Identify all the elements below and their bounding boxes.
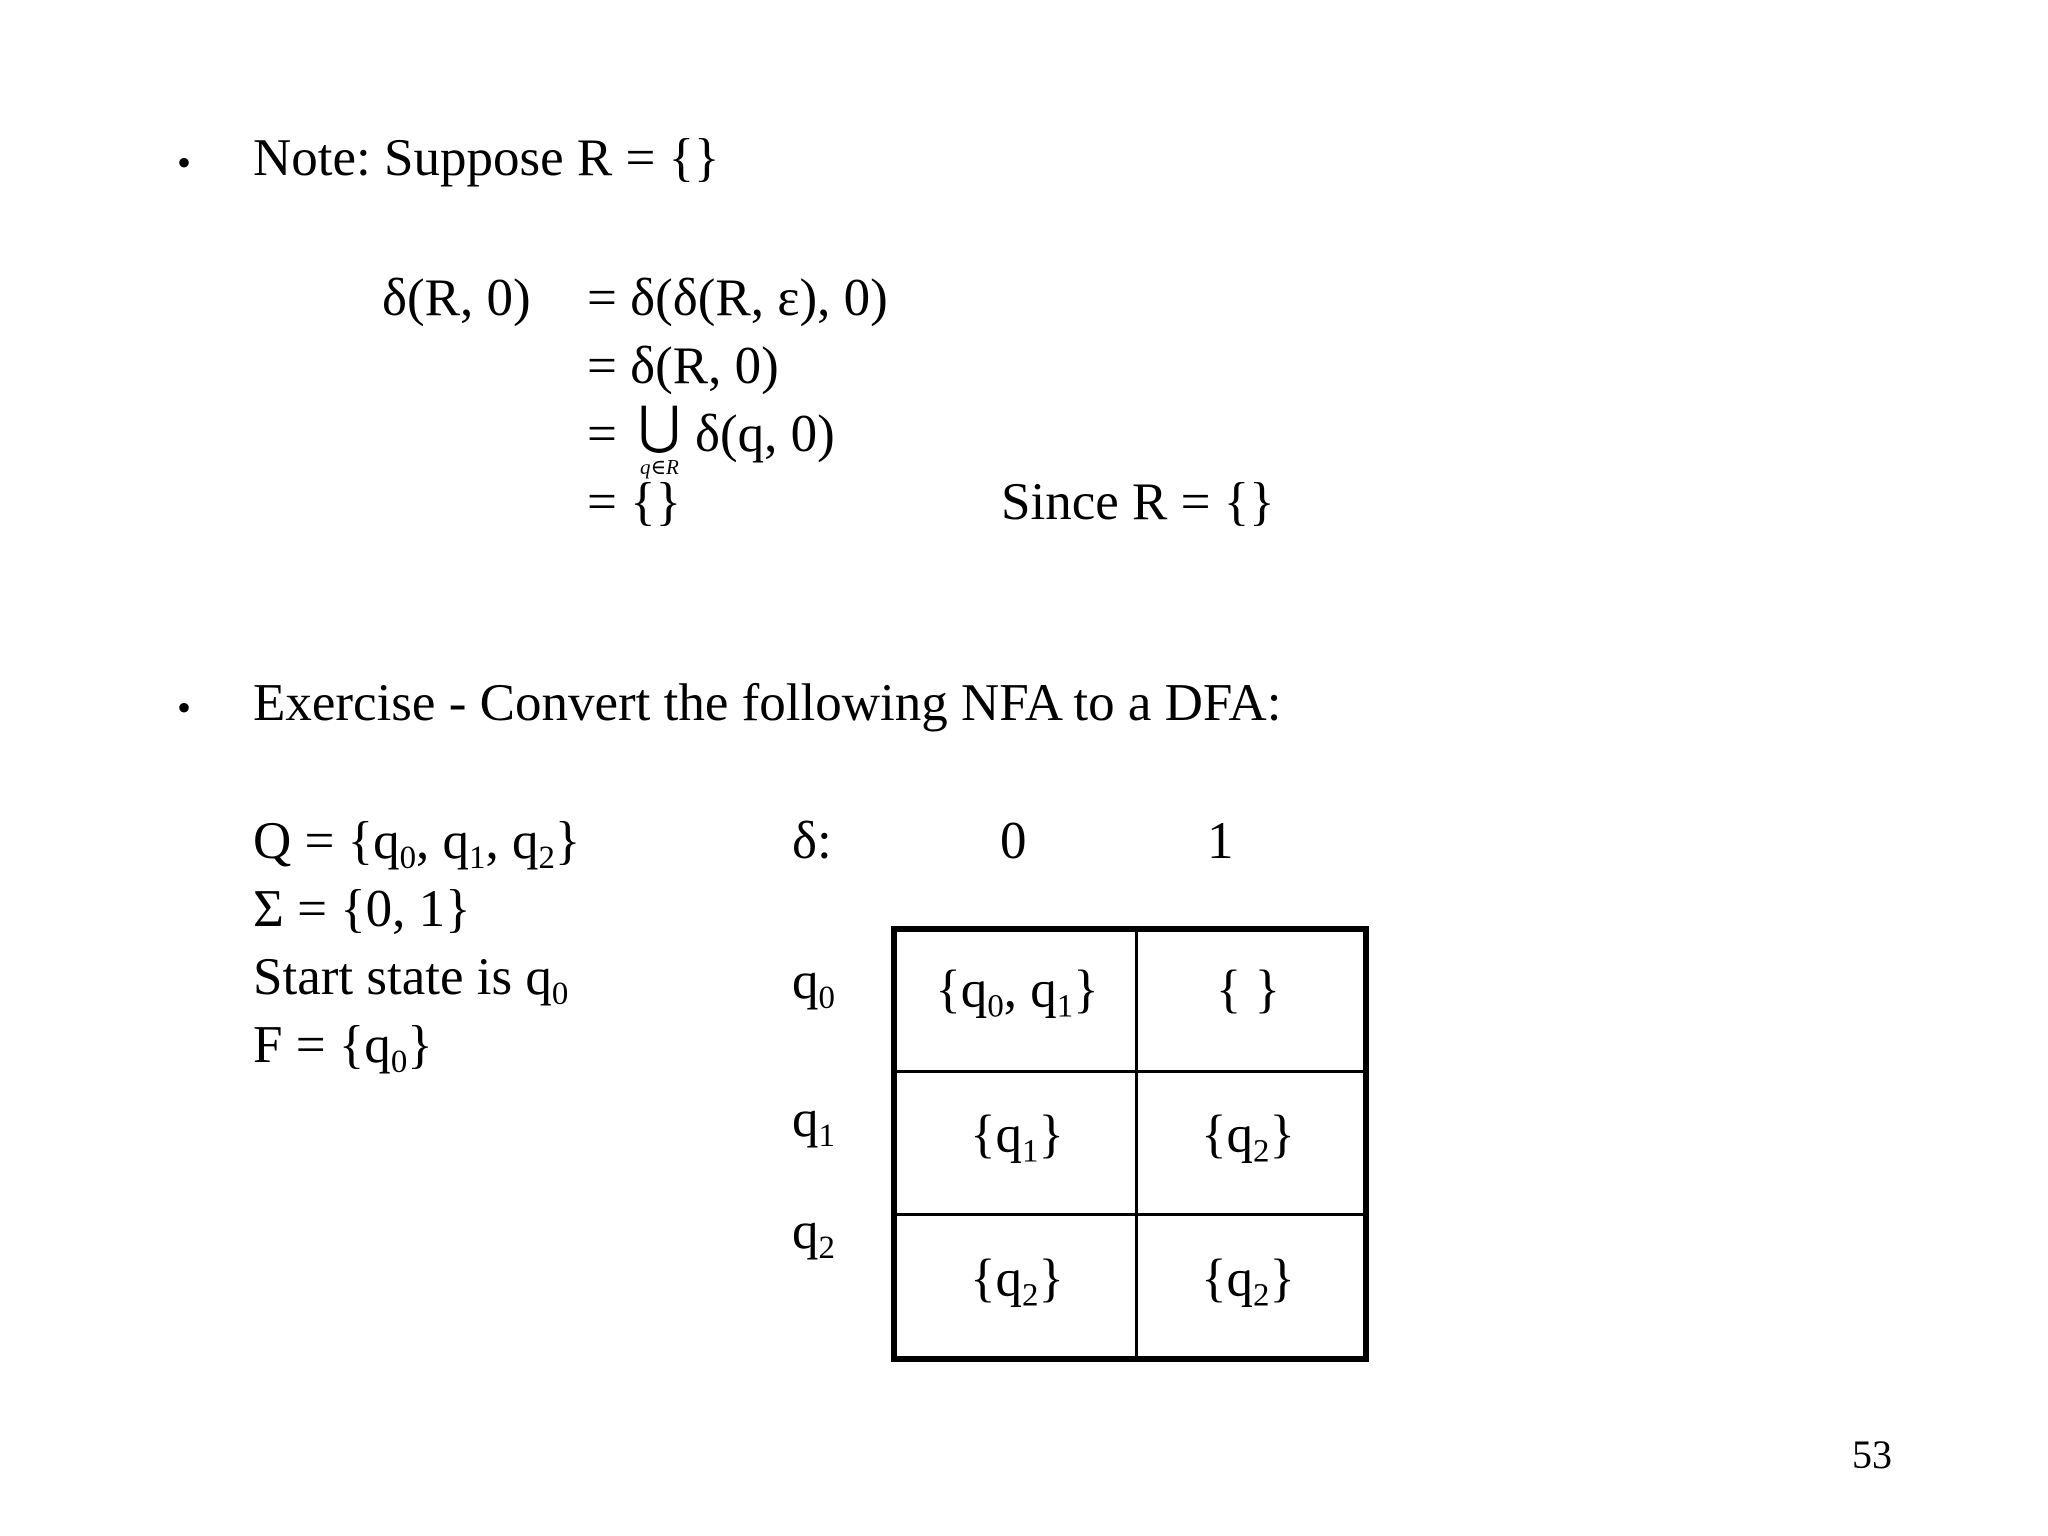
- derivation-line-3-equals: =: [587, 405, 617, 463]
- union-symbol: ⋃: [638, 396, 681, 456]
- final-states: $F = \{q_0\}$: [253, 1016, 433, 1080]
- union-subscript: q∈R: [640, 455, 679, 479]
- table-row-divider: [897, 1070, 1363, 1073]
- row-header-q0: $q_0$: [792, 952, 835, 1016]
- page-number: 53: [1852, 1432, 1892, 1477]
- column-header-0: 0: [1000, 812, 1027, 870]
- table-column-divider: [1135, 932, 1138, 1356]
- row-header-q2: $q_2$: [792, 1202, 835, 1266]
- states-set: $Q = \{q_0$, $q_1$, $q_2$}: [253, 812, 581, 876]
- derivation-line-1: = δ(δ(R, ε), 0): [587, 269, 888, 327]
- exercise-heading: Exercise - Convert the following NFA to a DFA:: [253, 674, 1282, 732]
- delta-label: δ:: [792, 812, 832, 870]
- derivation-line-3-expr: δ(q, 0): [695, 405, 835, 463]
- start-state: Start state is $q_0$: [253, 948, 569, 1012]
- bullet-exercise: •: [177, 685, 192, 730]
- derivation-lhs: δ(R, 0): [382, 269, 531, 327]
- column-header-1: 1: [1207, 812, 1234, 870]
- table-row-divider: [897, 1213, 1363, 1216]
- transition-table: {$q_0$, $q_1$} { } $\{q_1\}$ $\{q_2\}$ $\{q_2\}$ $\{q_2\}$: [891, 926, 1369, 1362]
- derivation-justification: Since R = {}: [1001, 473, 1275, 531]
- alphabet-set: Σ = {0, 1}: [253, 880, 471, 938]
- derivation-line-2: = δ(R, 0): [587, 337, 779, 395]
- bullet-note: •: [177, 140, 192, 185]
- derivation-line-4: = {}: [587, 473, 682, 531]
- row-header-q1: $q_1$: [792, 1090, 835, 1154]
- note-heading: Note: Suppose R = {}: [253, 129, 720, 187]
